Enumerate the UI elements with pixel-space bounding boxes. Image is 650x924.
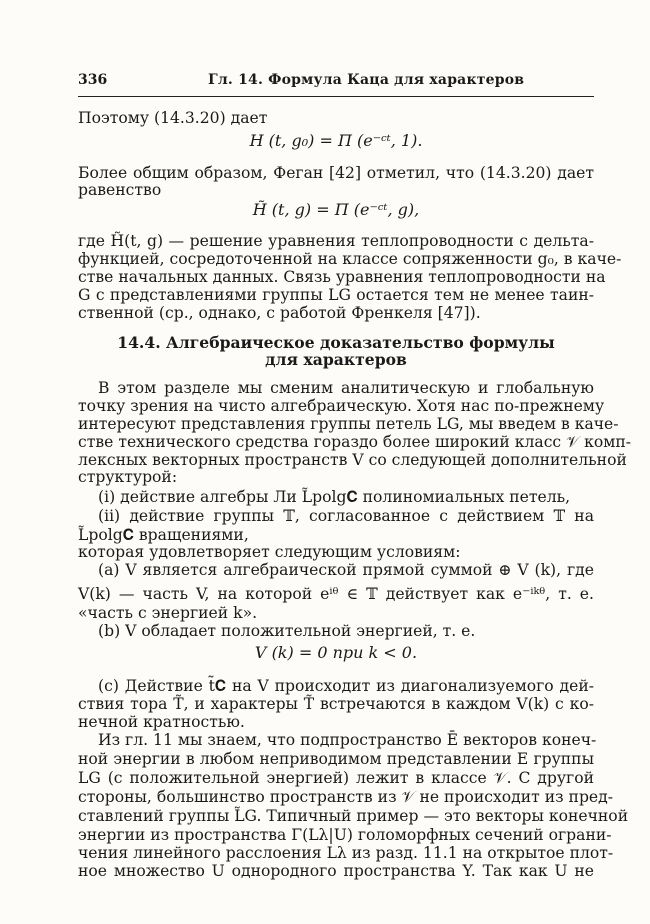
text-line: V(k) — часть V, на которой eⁱᶿ ∈ 𝕋 действует как e⁻ⁱᵏᶿ, т. е. (78, 585, 594, 603)
text-line: G с представлениями группы LG остается тем не менее таин- (78, 286, 594, 304)
text-line: стве начальных данных. Связь уравнения теплопроводности на (78, 268, 606, 286)
text-line: равенство (78, 181, 162, 199)
text-line: ственной (ср., однако, с работой Френкеля [47]). (78, 304, 481, 322)
list-item: (i) действие алгебры Ли L̃polg𝐂 полиномиальных петель, (98, 488, 571, 506)
text-line: стве технического средства гораздо более широкий класс 𝒱 комп- (78, 433, 631, 451)
text-line: точку зрения на чисто алгебраическую. Хотя нас по-прежнему (78, 397, 605, 415)
text-line: Из гл. 11 мы знаем, что подпространство Ē векторов конеч- (98, 731, 597, 749)
text-line: интересуют представления группы петель LG, мы введем в каче- (78, 415, 619, 433)
text-line: энергии из пространства Γ(Lλ|U) голоморфных сечений ограни- (78, 826, 612, 844)
formula-line: H (t, g₀) = Π (e⁻ᶜᵗ, 1). (249, 131, 423, 150)
text-line: чения линейного расслоения Lλ из разд. 11.1 на открытое плот- (78, 844, 614, 862)
page-header (78, 72, 594, 92)
text-line: структурой: (78, 468, 178, 486)
text-line: Поэтому (14.3.20) дает (78, 109, 268, 127)
list-item: (b) V обладает положительной энергией, т. е. (98, 622, 476, 640)
text-line: ствия тора T̃, и характеры T̃ встречаются в каждом V(k) с ко- (78, 695, 594, 713)
page-number: 336 (78, 72, 108, 88)
header-rule (78, 96, 594, 97)
text-line: «часть с энергией k». (78, 604, 258, 622)
text-line: Более общим образом, Феган [42] отметил, что (14.3.20) дает (78, 164, 594, 182)
text-line: функцией, сосредоточенной на классе сопряженности g₀, в каче- (78, 250, 622, 268)
text-line: которая удовлетворяет следующим условиям: (78, 543, 461, 561)
section-heading: для характеров (265, 350, 407, 369)
text-line: LG (с положительной энергией) лежит в классе 𝒱. С другой (78, 769, 594, 787)
text-line: ной энергии в любом неприводимом представлении E группы (78, 750, 594, 768)
running-title: Гл. 14. Формула Каца для характеров (208, 72, 525, 88)
list-item: (a) V является алгебраической прямой суммой ⊕ V (k), где (98, 561, 594, 579)
text-line: нечной кратностью. (78, 713, 245, 731)
text-line: стороны, большинство пространств из 𝒱 не происходит из пред- (78, 788, 614, 806)
text-line: ставлений группы L̃G. Типичный пример — это векторы конечной (78, 807, 629, 825)
list-item: (ii) действие группы 𝕋, согласованное с действием 𝕋 на (98, 507, 594, 525)
text-line: лексных векторных пространств V со следующей дополнительной (78, 451, 627, 469)
section-heading: 14.4. Алгебраическое доказательство формулы (117, 333, 555, 352)
formula-line: V (k) = 0 при k < 0. (254, 643, 418, 662)
text-line: где H̃(t, g) — решение уравнения теплопроводности с дельта- (78, 232, 594, 250)
text-line: L̃polg𝐂 вращениями, (78, 526, 249, 544)
text-line: В этом разделе мы сменим аналитическую и глобальную (98, 379, 594, 397)
text-line: ное множество U однородного пространства Y. Так как U не (78, 862, 594, 880)
list-item: (c) Действие t̃𝐂 на V происходит из диагонализуемого дей- (98, 677, 594, 695)
formula-line: H̃ (t, g) = Π (e⁻ᶜᵗ, g), (252, 200, 420, 219)
